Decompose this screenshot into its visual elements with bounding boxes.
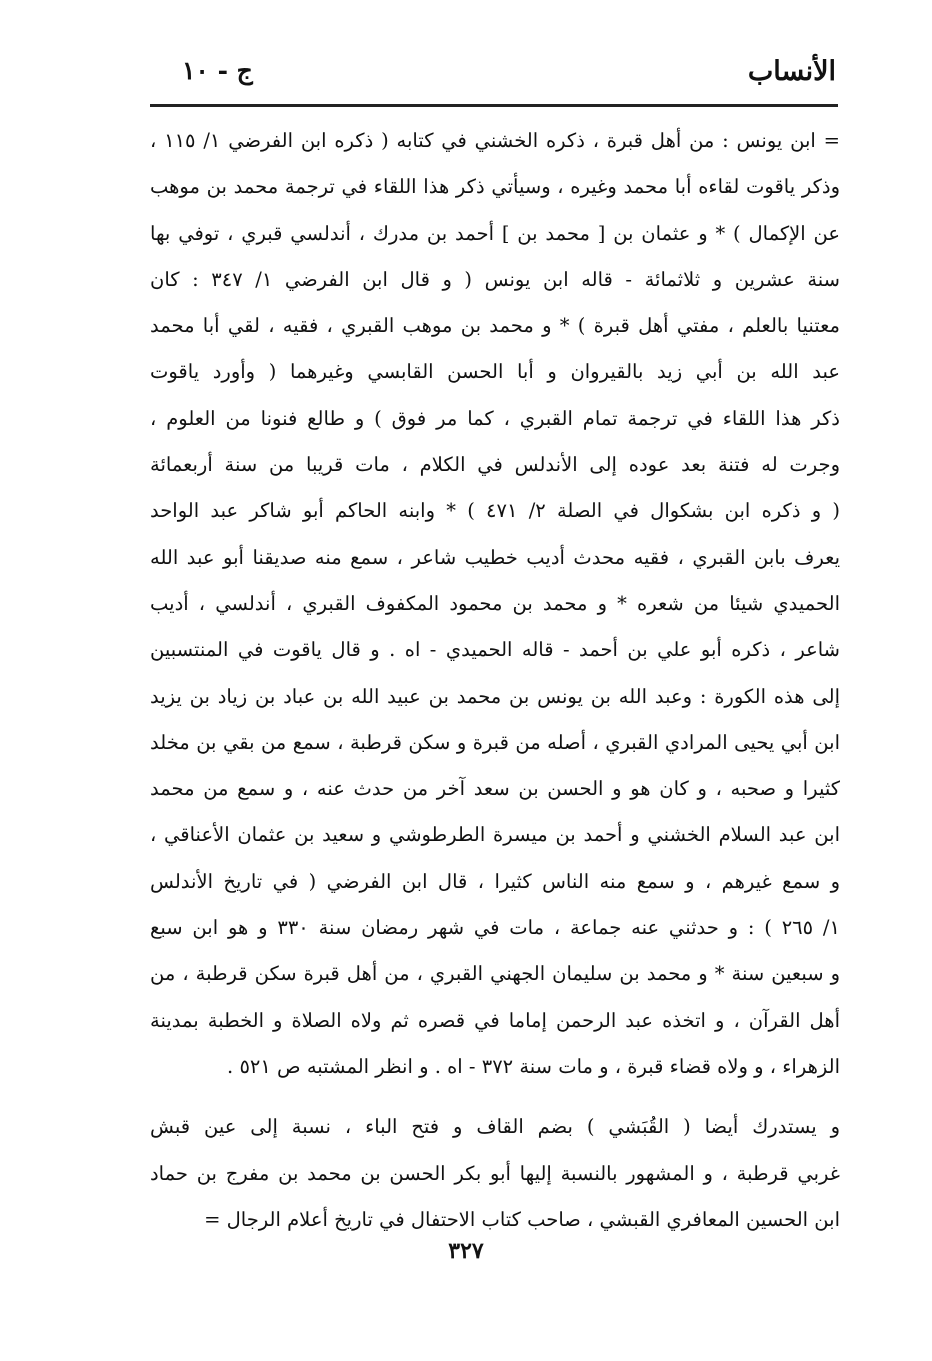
text-line: كثيرا و صحبه ، و كان هو و الحسن بن سعد آخر من حدث عنه ، و سمع من محمد <box>150 777 840 801</box>
text-line: ابن أبي يحيى المرادي القبري ، أصله من قبرة و سكن قرطبة ، سمع من بقي بن مخلد <box>150 730 840 754</box>
text-line: معتنيا بالعلم ، مفتي أهل قبرة ) * و محمد بن موهب القبري ، فقيه ، لقي أبا محمد <box>150 314 840 338</box>
text-line: أهل القرآن ، و اتخذه عبد الرحمن إماما في قصره ثم ولاه الصلاة و الخطبة بمدينة <box>150 1008 840 1032</box>
running-header <box>152 56 836 96</box>
text-line: ابن عبد السلام الخشني و أحمد بن ميسرة الطرطوشي و سعيد بن عثمان الأعناقي ، <box>150 823 840 847</box>
text-line: و سبعين سنة * و محمد بن سليمان الجهني القبري ، من أهل قبرة سكن قرطبة ، من <box>150 962 840 986</box>
text-line: وذكر ياقوت لقاءه أبا محمد وغيره ، وسيأتي ذكر هذا اللقاء في ترجمة محمد بن موهب <box>150 175 840 199</box>
text-line: ١/ ٢٦٥ ) : و حدثني عنه جماعة ، مات في شهر رمضان سنة ٣٣٠ و هو ابن سبع <box>150 916 840 940</box>
page-number: ٣٢٧ <box>448 1238 484 1264</box>
text-line: يعرف بابن القبري ، فقيه محدث أديب خطيب شاعر ، سمع منه صديقنا أبو عبد الله <box>150 545 840 569</box>
body-text <box>150 118 840 1243</box>
text-line: عن الإكمال ) * و عثمان بن [ محمد بن ] أحمد بن مدرك ، أندلسي قبري ، توفي بها <box>150 221 840 245</box>
paragraph <box>150 118 840 1090</box>
text-line: وجرت له فتنة بعد عوده إلى الأندلس في الكلام ، مات قريبا من سنة أربعمائة <box>150 453 840 477</box>
text-line: الحميدي شيئا من شعره * و محمد بن محمود المكفوف القبري ، أندلسي ، أديب <box>150 591 840 615</box>
text-line: شاعر ، ذكره أبو علي بن أحمد - قاله الحميدي - اه . و قال ياقوت في المنتسبين <box>150 638 840 662</box>
paragraph-container <box>150 118 840 1243</box>
text-line: غربي قرطبة ، و المشهور بالنسبة إليها أبو بكر الحسن بن محمد بن مفرج بن حماد <box>150 1161 840 1185</box>
volume-number: ج - ١٠ <box>182 56 253 85</box>
text-line: ( و ذكره ابن بشكوال في الصلة ٢/ ٤٧١ ) * وابنه الحاكم أبو شاكر عبد الواحد <box>150 499 840 523</box>
text-line: سنة عشرين و ثلاثمائة - قاله ابن يونس ( و قال ابن الفرضي ١/ ٣٤٧ : كان <box>150 267 840 291</box>
paragraph <box>150 1104 840 1243</box>
running-title: الأنساب <box>747 56 836 87</box>
header-divider <box>150 104 838 107</box>
text-line: = ابن يونس : من أهل قبرة ، ذكره الخشني في كتابه ( ذكره ابن الفرضي ١/ ١١٥ ، <box>150 129 840 152</box>
text-line: و سمع غيرهم ، و سمع منه الناس كثيرا ، قال ابن الفرضي ( في تاريخ الأندلس <box>150 869 840 893</box>
text-line: و يستدرك أيضا ( القُبَشي ) بضم القاف و فتح الباء ، نسبة إلى عين قبش <box>150 1115 840 1139</box>
text-line: ابن الحسين المعافري القبشي ، صاحب كتاب الاحتفال في تاريخ أعلام الرجال = <box>204 1207 840 1231</box>
text-line: عبد الله بن أبي زيد بالقيروان و أبا الحسن القابسي وغيرهما ( وأورد ياقوت <box>150 360 840 384</box>
text-line: ذكر هذا اللقاء في ترجمة تمام القبري ، كما مر فوق ) و طالع فنونا من العلوم ، <box>150 406 840 430</box>
text-line: الزهراء ، و ولاه قضاء قبرة ، و مات سنة ٣٧٢ - اه . و انظر المشتبه ص ٥٢١ . <box>227 1054 840 1078</box>
paragraph-gap <box>150 1090 840 1104</box>
text-line: إلى هذه الكورة : وعبد الله بن يونس بن محمد بن عبيد الله بن عباد بن زياد بن يزيد <box>150 684 840 708</box>
